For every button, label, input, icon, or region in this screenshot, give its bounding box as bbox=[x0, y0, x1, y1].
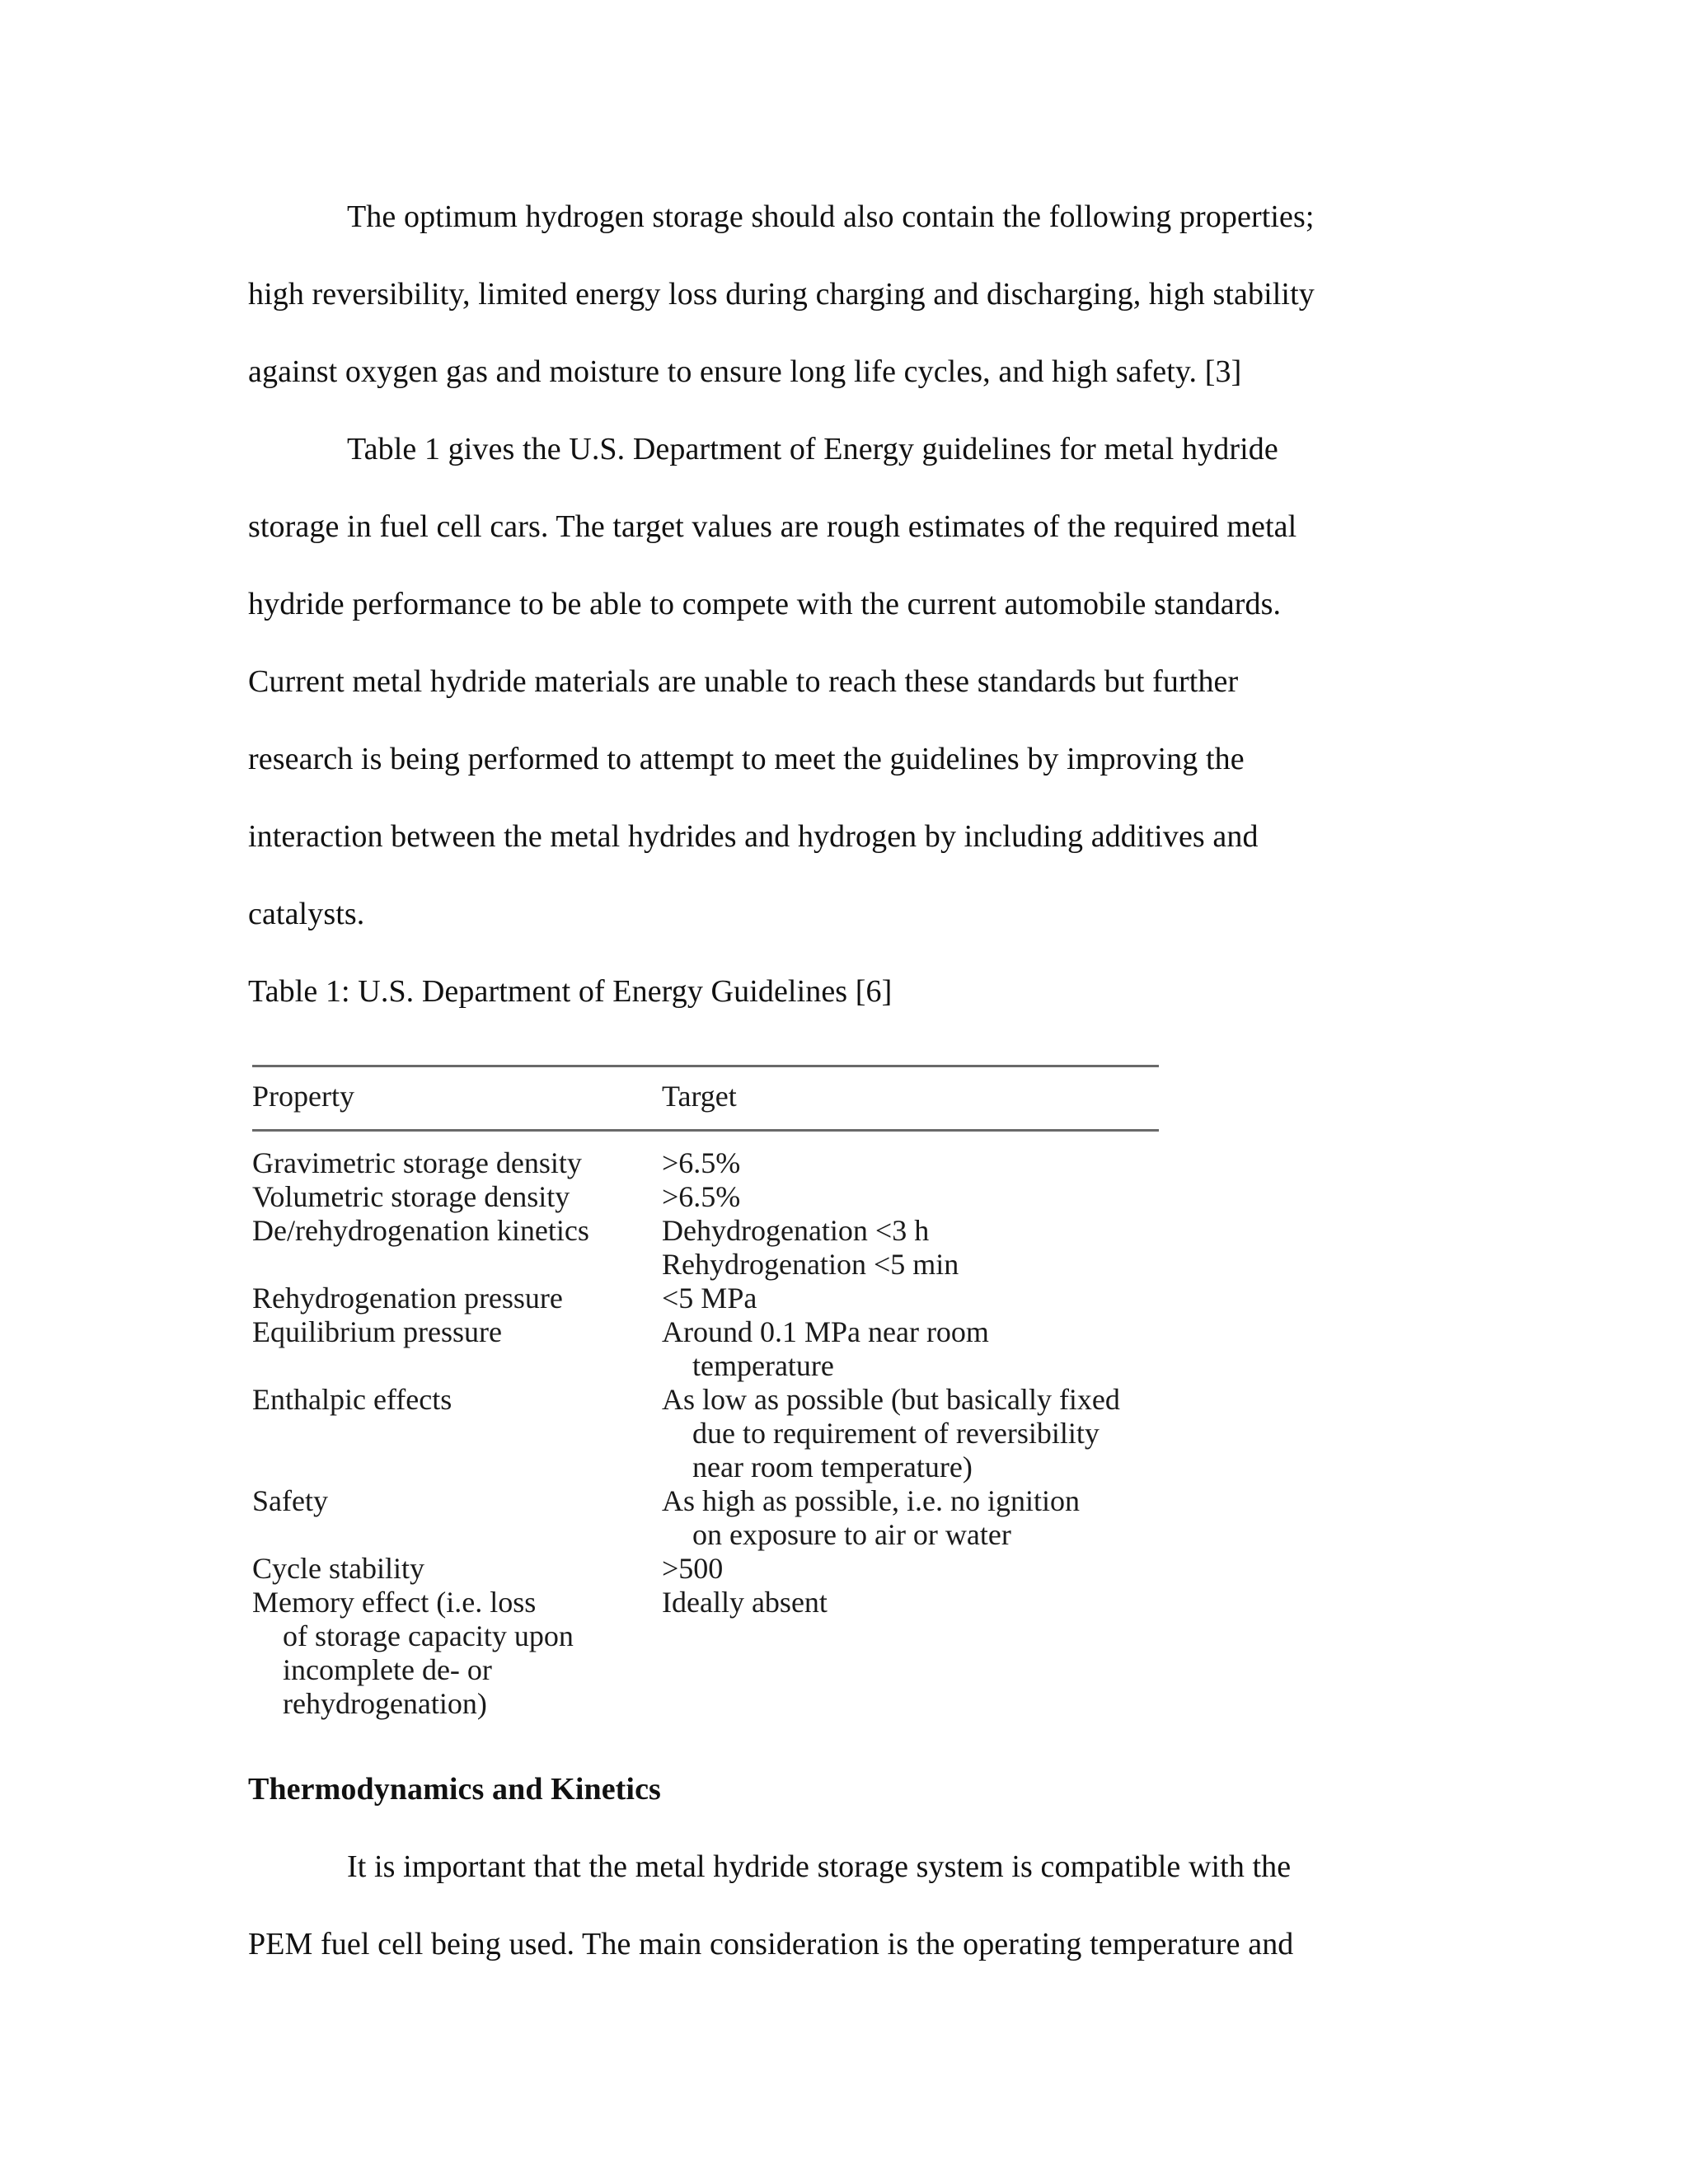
property-gravimetric: Gravimetric storage density bbox=[252, 1146, 582, 1179]
target-safety-line-2: on exposure to air or water bbox=[692, 1518, 1011, 1551]
paragraph-2-line-3: hydride performance to be able to compete with the current automobile standards. bbox=[248, 587, 1282, 621]
paragraph-2-line-1: Table 1 gives the U.S. Department of Energy guidelines for metal hydride bbox=[347, 432, 1278, 466]
table-header-target: Target bbox=[662, 1080, 737, 1113]
target-volumetric: >6.5% bbox=[662, 1180, 741, 1213]
target-equilibrium-line-1: Around 0.1 MPa near room bbox=[662, 1315, 989, 1348]
paragraph-2-line-2: storage in fuel cell cars. The target values are rough estimates of the required metal bbox=[248, 509, 1297, 544]
target-gravimetric: >6.5% bbox=[662, 1146, 741, 1179]
target-rehydrogenation: Rehydrogenation <5 min bbox=[662, 1248, 959, 1281]
target-memory-effect: Ideally absent bbox=[662, 1586, 828, 1619]
paragraph-1-line-2: high reversibility, limited energy loss during charging and discharging, high stability bbox=[248, 277, 1315, 312]
table-header-rule bbox=[252, 1129, 1159, 1132]
guidelines-table bbox=[248, 1055, 1163, 1739]
property-safety: Safety bbox=[252, 1484, 328, 1517]
property-enthalpic-effects: Enthalpic effects bbox=[252, 1383, 452, 1416]
paragraph-1-line-1: The optimum hydrogen storage should also contain the following properties; bbox=[347, 199, 1315, 234]
property-equilibrium-pressure: Equilibrium pressure bbox=[252, 1315, 502, 1348]
property-rehydrogenation-pressure: Rehydrogenation pressure bbox=[252, 1282, 563, 1315]
paragraph-2-line-4: Current metal hydride materials are unable to reach these standards but further bbox=[248, 664, 1239, 699]
property-volumetric: Volumetric storage density bbox=[252, 1180, 570, 1213]
property-memory-effect-line-1: Memory effect (i.e. loss bbox=[252, 1586, 537, 1619]
target-dehydrogenation: Dehydrogenation <3 h bbox=[662, 1214, 930, 1247]
table-top-rule bbox=[252, 1065, 1159, 1067]
section-heading: Thermodynamics and Kinetics bbox=[248, 1772, 661, 1807]
property-memory-effect-line-4: rehydrogenation) bbox=[283, 1687, 487, 1720]
target-safety-line-1: As high as possible, i.e. no ignition bbox=[662, 1484, 1080, 1517]
target-equilibrium-line-2: temperature bbox=[692, 1349, 834, 1382]
property-cycle-stability: Cycle stability bbox=[252, 1552, 424, 1585]
paragraph-1-line-3: against oxygen gas and moisture to ensure long life cycles, and high safety. [3] bbox=[248, 354, 1242, 389]
target-cycle-stability: >500 bbox=[662, 1552, 724, 1585]
paragraph-2-line-5: research is being performed to attempt to meet the guidelines by improving the bbox=[248, 742, 1245, 776]
target-enthalpic-line-2: due to requirement of reversibility bbox=[692, 1417, 1100, 1450]
target-enthalpic-line-1: As low as possible (but basically fixed bbox=[662, 1383, 1120, 1416]
paragraph-3-line-1: It is important that the metal hydride storage system is compatible with the bbox=[347, 1849, 1292, 1884]
property-memory-effect-line-3: incomplete de- or bbox=[283, 1653, 492, 1686]
paragraph-3-line-2: PEM fuel cell being used. The main consideration is the operating temperature and bbox=[248, 1927, 1294, 1961]
target-rehydrogenation-pressure: <5 MPa bbox=[662, 1282, 757, 1315]
table-caption: Table 1: U.S. Department of Energy Guidelines [6] bbox=[248, 974, 893, 1009]
table-header-property: Property bbox=[252, 1080, 354, 1113]
paragraph-2-line-6: interaction between the metal hydrides and hydrogen by including additives and bbox=[248, 819, 1259, 854]
target-enthalpic-line-3: near room temperature) bbox=[692, 1451, 973, 1483]
property-memory-effect-line-2: of storage capacity upon bbox=[283, 1619, 574, 1652]
paragraph-2-line-7: catalysts. bbox=[248, 897, 365, 931]
property-kinetics: De/rehydrogenation kinetics bbox=[252, 1214, 589, 1247]
